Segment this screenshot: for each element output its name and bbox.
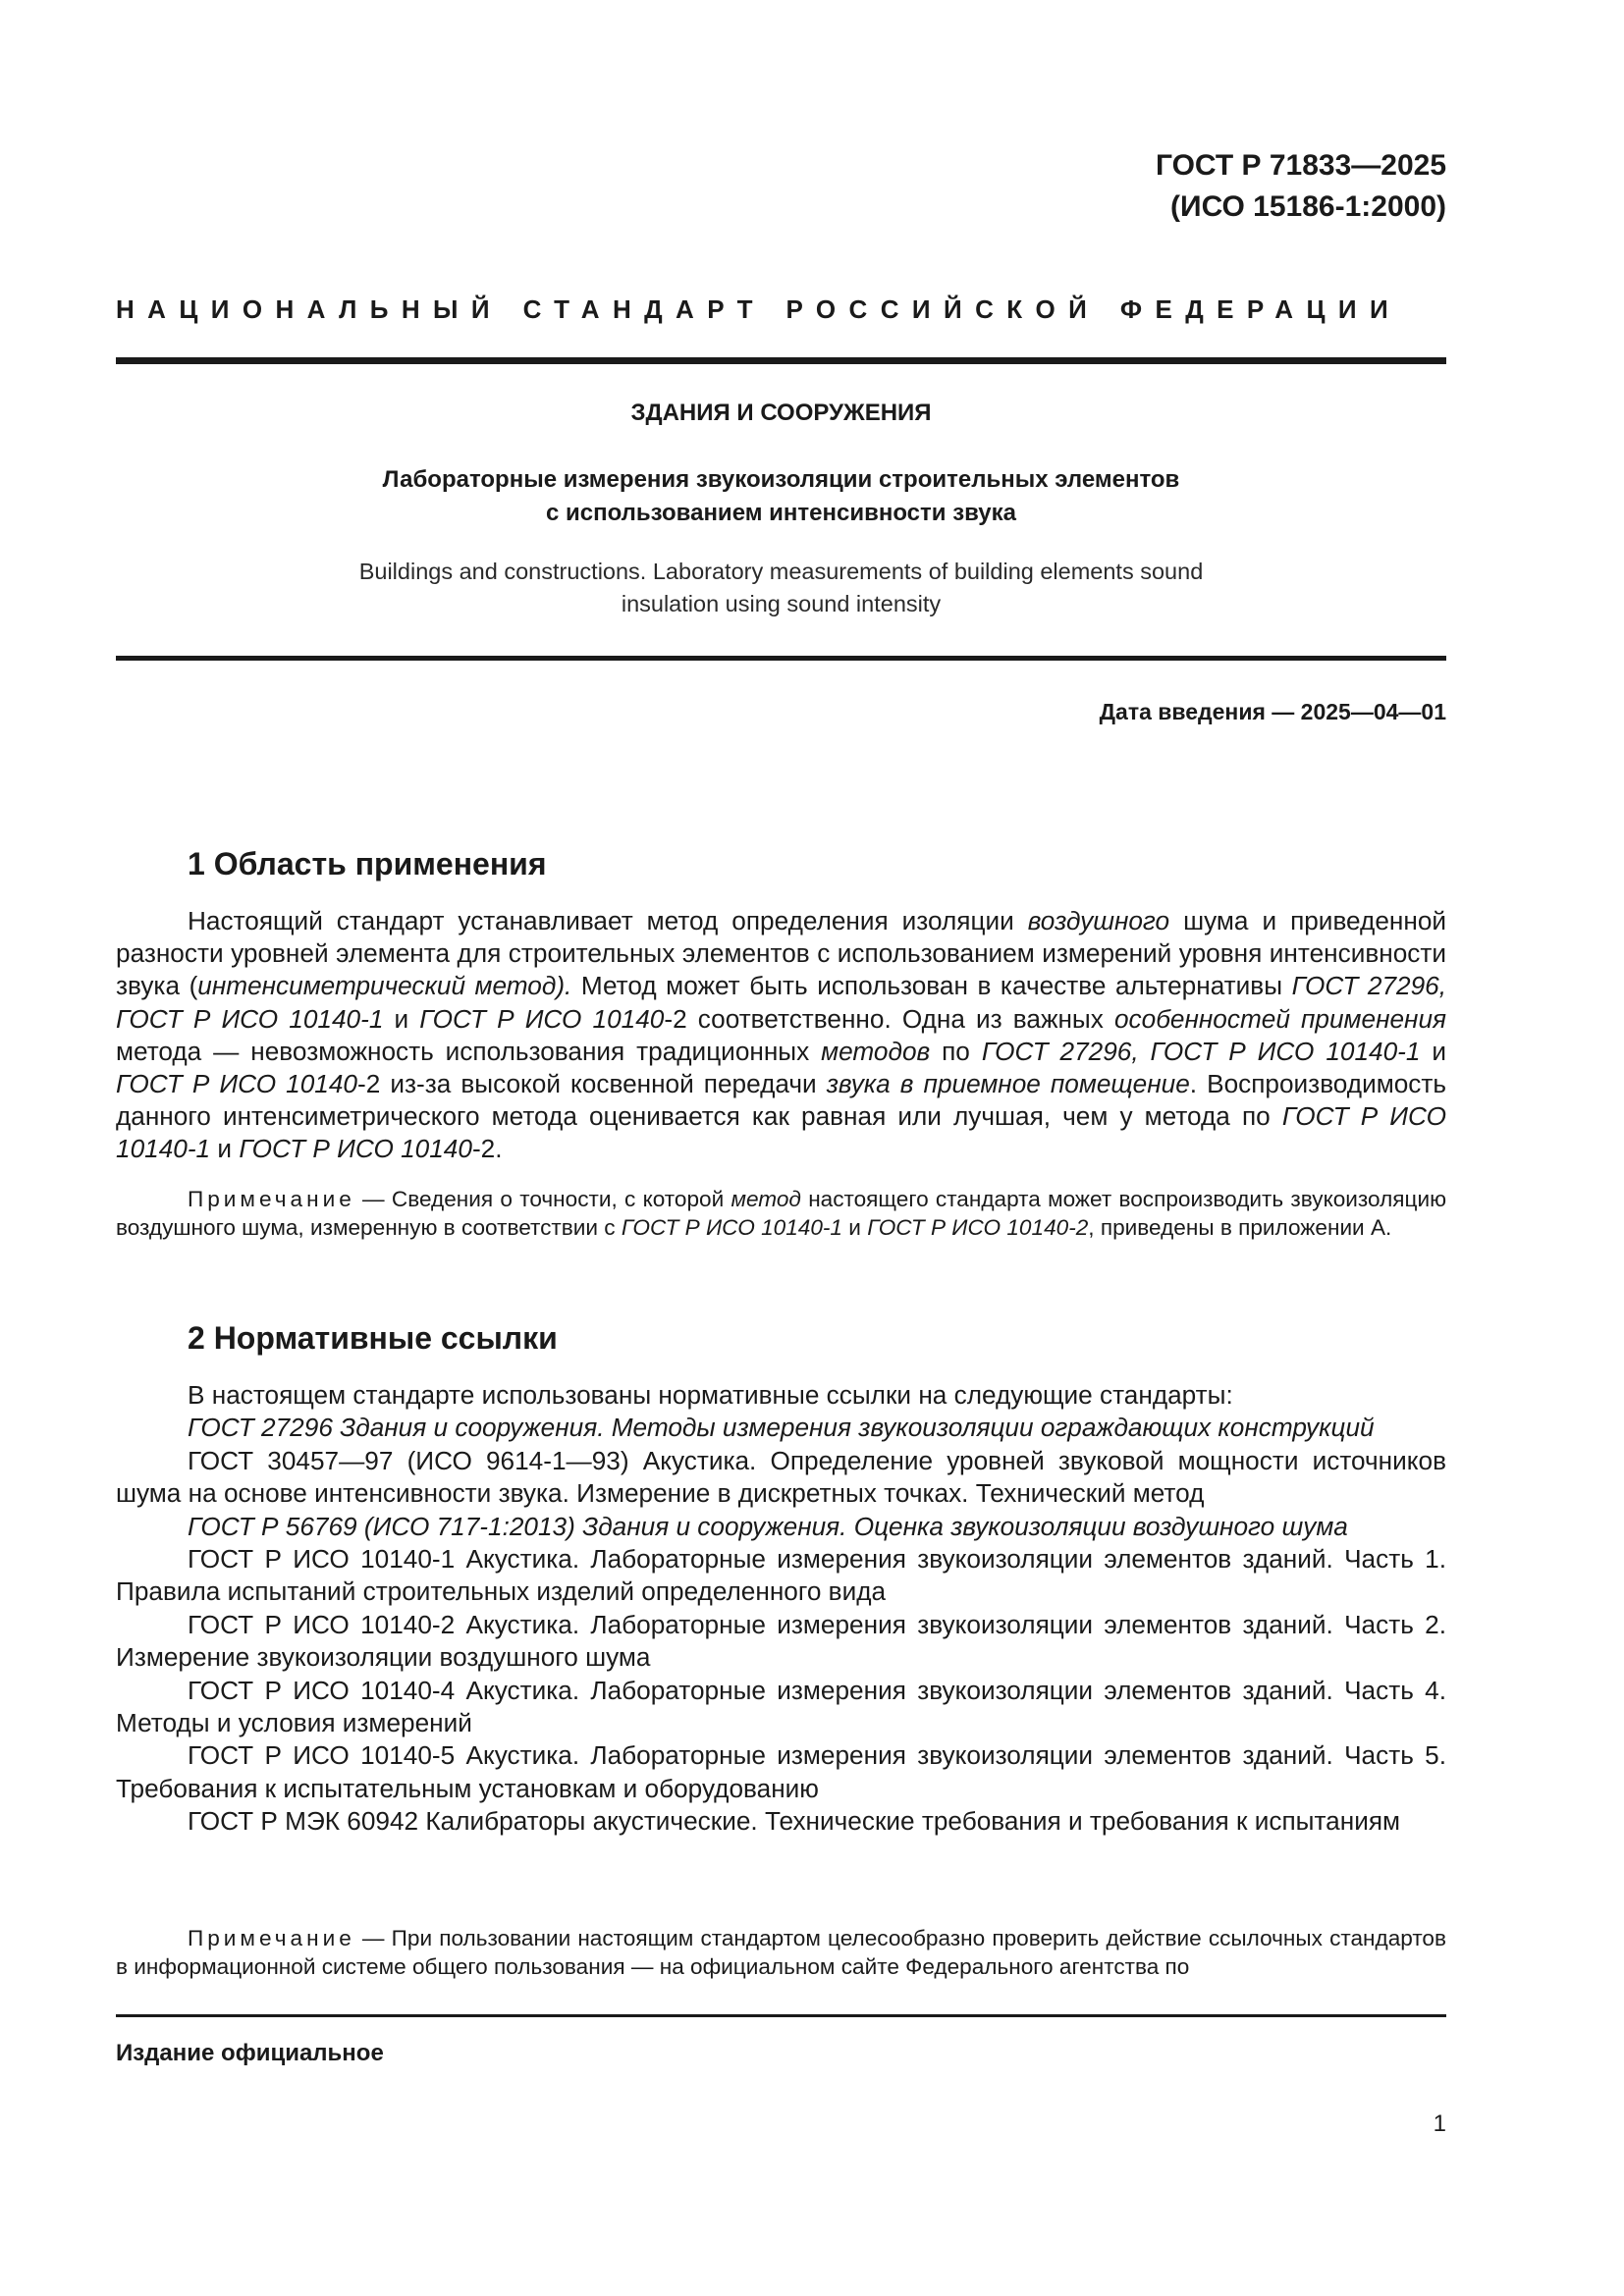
- reference-item: ГОСТ Р ИСО 10140-4 Акустика. Лабораторные измерения звукоизоляции элементов зданий. Часть 4. Методы и условия измерений: [116, 1675, 1446, 1738]
- document-subtitle: [116, 463, 1446, 530]
- reference-item: ГОСТ Р ИСО 10140-5 Акустика. Лабораторные измерения звукоизоляции элементов зданий. Часть 5. Требования к испытательным установкам и оборудованию: [116, 1740, 1446, 1803]
- header-divider: [116, 357, 1446, 364]
- reference-item: ГОСТ Р 56769 (ИСО 717-1:2013) Здания и сооружения. Оценка звукоизоляции воздушного шума: [188, 1511, 1348, 1541]
- reference-item: ГОСТ Р ИСО 10140-2 Акустика. Лабораторные измерения звукоизоляции элементов зданий. Часть 2. Измерение звукоизоляции воздушного шума: [116, 1609, 1446, 1673]
- standard-designation: [1156, 145, 1446, 228]
- normative-references: [116, 1379, 1446, 1839]
- english-title-line-2: insulation using sound intensity: [621, 591, 942, 616]
- english-title: [116, 556, 1446, 620]
- document-page: [116, 0, 1446, 2296]
- standard-number: ГОСТ Р 71833—2025: [1155, 149, 1446, 182]
- subtitle-line-2: с использованием интенсивности звука: [545, 500, 1016, 526]
- note-label: Примечание: [188, 1187, 355, 1211]
- reference-item: ГОСТ Р МЭК 60942 Калибраторы акустические. Технические требования и требования к испытаниям: [188, 1806, 1401, 1837]
- footer-divider: [116, 2014, 1446, 2017]
- subtitle-line-1: Лабораторные измерения звукоизоляции строительных элементов: [382, 466, 1180, 493]
- reference-item: ГОСТ Р ИСО 10140-1 Акустика. Лабораторные измерения звукоизоляции элементов зданий. Часть 1. Правила испытаний строительных изделий определенного вида: [116, 1544, 1446, 1607]
- document-title: ЗДАНИЯ И СООРУЖЕНИЯ: [630, 400, 932, 426]
- reference-item: ГОСТ 27296 Здания и сооружения. Методы измерения звукоизоляции ограждающих конструкций: [188, 1413, 1375, 1443]
- introduction-date: Дата введения — 2025—04—01: [1099, 699, 1446, 724]
- title-divider: [116, 656, 1446, 661]
- official-edition-label: Издание официальное: [116, 2040, 384, 2066]
- english-title-line-1: Buildings and constructions. Laboratory measurements of building elements sound: [358, 559, 1204, 584]
- references-intro: В настоящем стандарте использованы нормативные ссылки на следующие стандарты:: [188, 1380, 1233, 1410]
- national-standard-banner: НАЦИОНАЛЬНЫЙ СТАНДАРТ РОССИЙСКОЙ ФЕДЕРАЦИИ: [116, 294, 1402, 324]
- section-1-body: [116, 905, 1446, 1166]
- section-2-heading: 2 Нормативные ссылки: [188, 1320, 558, 1356]
- section-1-note: Примечание — Сведения о точности, с которой метод настоящего стандарта может воспроизводить звукоизоляцию воздушного шума, измеренную в соответствии с ГОСТ Р ИСО 10140-1 и ГОСТ Р ИСО 10140-2, приведены в приложении А.: [116, 1187, 1447, 1241]
- reference-item: ГОСТ 30457—97 (ИСО 9614-1—93) Акустика. Определение уровней звуковой мощности источников шума на основе интенсивности звука. Измерение в дискретных точках. Технический метод: [116, 1445, 1446, 1509]
- section-1-heading: 1 Область применения: [188, 846, 547, 881]
- scope-paragraph: Настоящий стандарт устанавливает метод определения изоляции воздушного шума и приведенной разности уровней элемента для строительных элементов с использованием измерений уровня интенсивности звука (интенсиметрический метод). Метод может быть использован в качестве альтернативы ГОСТ 27296, ГОСТ Р ИСО 10140-1 и ГОСТ Р ИСО 10140-2 соответственно. Одна из важных особенностей применения метода — невозможность использования традиционных методов по ГОСТ 27296, ГОСТ Р ИСО 10140-1 и ГОСТ Р ИСО 10140-2 из-за высокой косвенной передачи звука в приемное помещение. Воспроизводимость данного интенсиметрического метода оценивается как равная или лучшая, чем у метода по ГОСТ Р ИСО 10140-1 и ГОСТ Р ИСО 10140-2.: [116, 906, 1447, 1164]
- note-label: Примечание: [188, 1926, 355, 1950]
- iso-equivalent: (ИСО 15186-1:2000): [1170, 190, 1446, 223]
- page-number: 1: [1433, 2110, 1446, 2137]
- section-2-note: Примечание — При пользовании настоящим стандартом целесообразно проверить действие ссылочных стандартов в информационной системе общего пользования — на официальном сайте Федерального агентства по: [116, 1926, 1446, 1980]
